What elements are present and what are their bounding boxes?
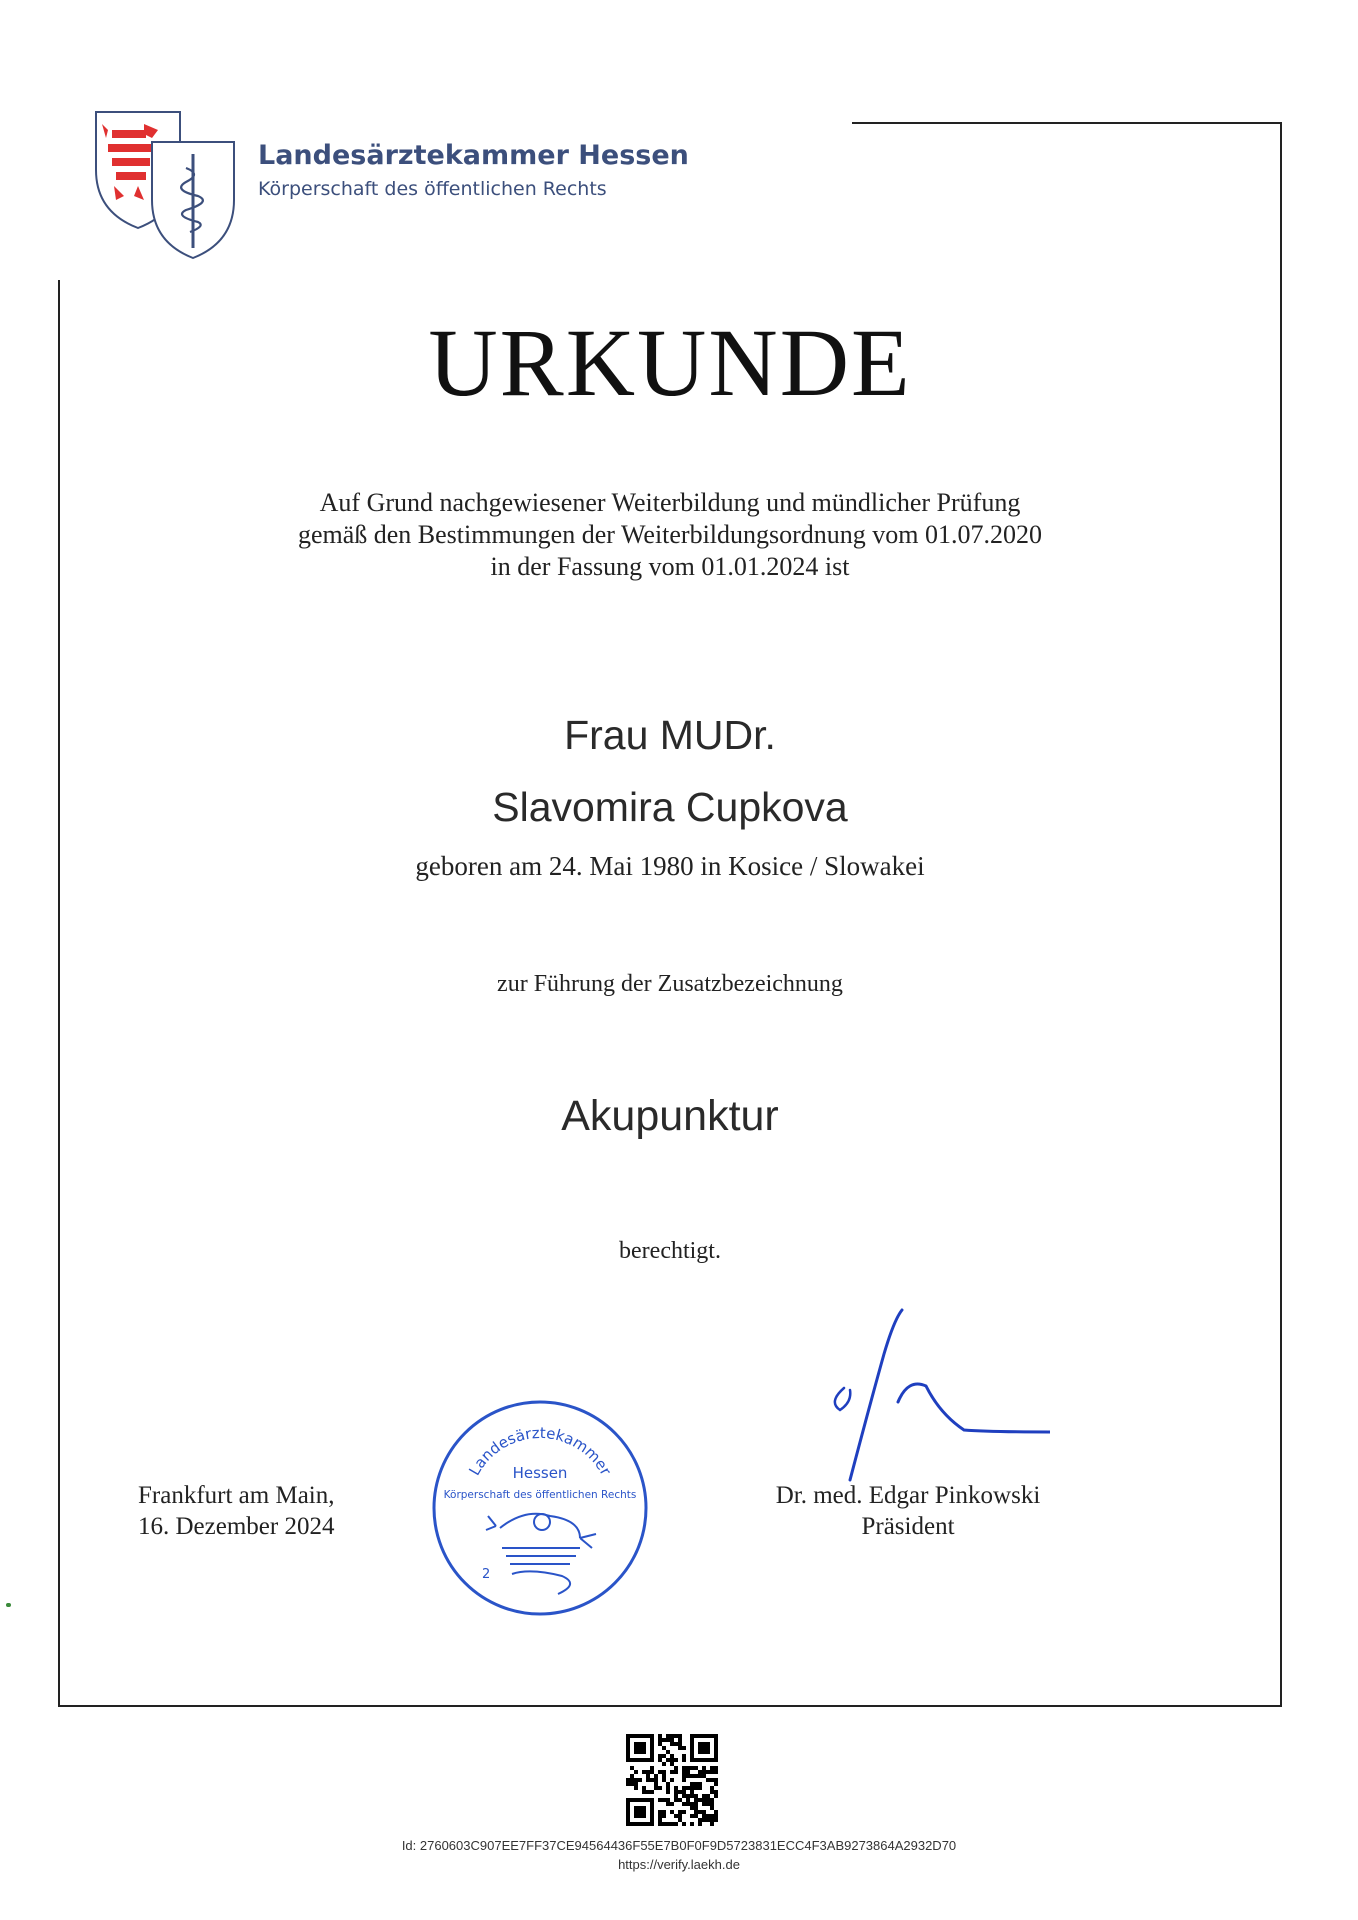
signer-title: Präsident xyxy=(861,1513,955,1540)
place-date-block xyxy=(138,1480,334,1542)
issue-date: 16. Dezember 2024 xyxy=(138,1513,335,1540)
scan-artifact-dot xyxy=(6,1603,11,1607)
intro-line-2: gemäß den Bestimmungen der Weiterbildungsordnung vom 01.07.2020 xyxy=(297,520,1043,549)
recipient-salutation: Frau MUDr. xyxy=(564,712,776,758)
recipient-name: Slavomira Cupkova xyxy=(492,784,848,830)
signer-block xyxy=(738,1480,1078,1542)
recipient-birth-info: geboren am 24. Mai 1980 in Kosice / Slowakei xyxy=(415,851,925,881)
issue-place: Frankfurt am Main, xyxy=(138,1482,335,1509)
stamp-line-3: Körperschaft des öffentlichen Rechts xyxy=(443,1489,637,1501)
handwritten-signature xyxy=(790,1306,1050,1486)
stamp-number: 2 xyxy=(482,1567,491,1582)
verification-url: https://verify.laekh.de xyxy=(618,1857,740,1872)
intro-line-3: in der Fassung vom 01.01.2024 ist xyxy=(490,552,850,581)
chamber-logo-icon xyxy=(94,108,246,260)
organization-name: Landesärztekammer Hessen xyxy=(258,140,689,171)
intro-line-1: Auf Grund nachgewiesener Weiterbildung und mündlicher Prüfung xyxy=(319,488,1021,517)
intro-paragraph xyxy=(58,487,1282,583)
purpose-text: zur Führung der Zusatzbezeichnung xyxy=(497,971,843,997)
authorization-text: berechtigt. xyxy=(619,1238,721,1264)
organization-subtitle: Körperschaft des öffentlichen Rechts xyxy=(258,178,607,200)
qr-code-icon xyxy=(626,1734,718,1826)
stamp-line-2: Hessen xyxy=(512,1464,568,1482)
qualification-title: Akupunktur xyxy=(561,1092,779,1140)
official-stamp-icon xyxy=(430,1398,650,1618)
stamp-line-1: Landesärztekammer xyxy=(465,1423,615,1479)
document-id: Id: 2760603C907EE7FF37CE94564436F55E7B0F0F9D5723831ECC4F3AB9273864A2932D70 xyxy=(401,1838,957,1853)
document-title: URKUNDE xyxy=(428,309,912,416)
signer-name: Dr. med. Edgar Pinkowski xyxy=(775,1482,1041,1509)
frame-top-line xyxy=(852,122,1282,124)
frame-bottom-line xyxy=(58,1705,1282,1707)
